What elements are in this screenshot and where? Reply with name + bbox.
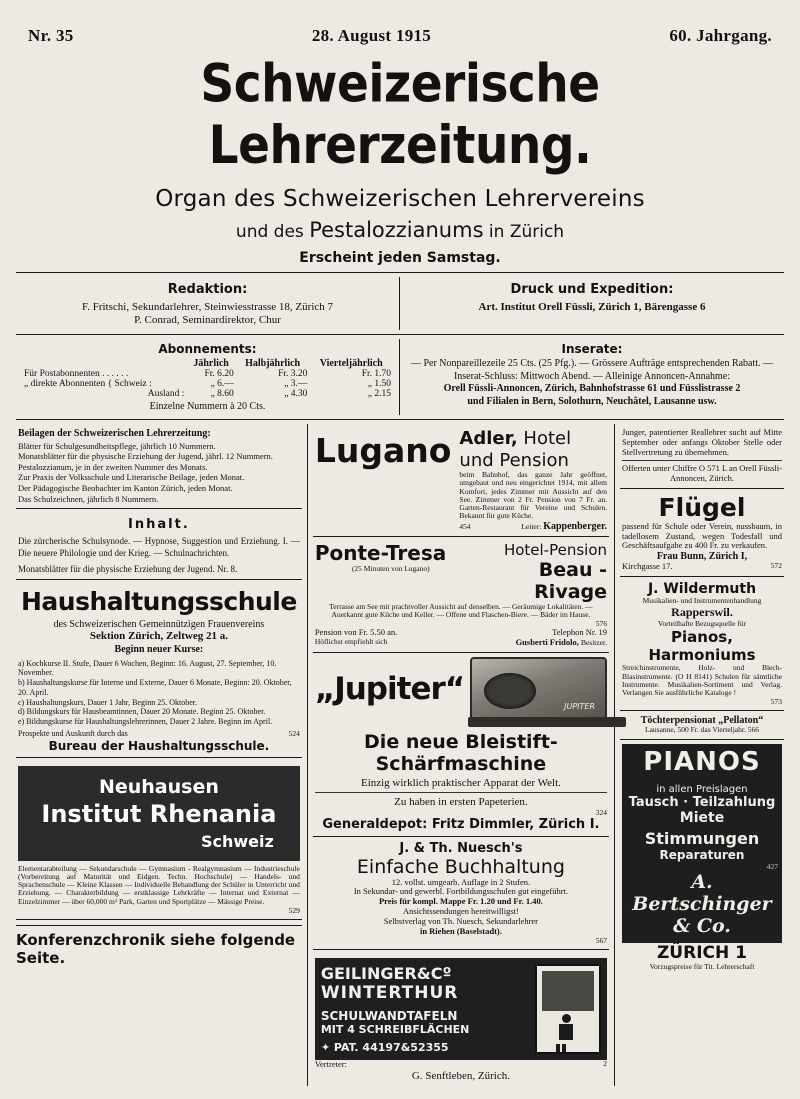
- konferenz-notice[interactable]: [16, 925, 302, 967]
- nuesch-line: Ansichtssendungen bereitwilligst!: [402, 906, 519, 917]
- issue-date: 28. August 1915: [311, 26, 432, 45]
- divider: [16, 272, 784, 273]
- ad-nuesch-buchhaltung[interactable]: [313, 837, 609, 951]
- rates-block: [16, 339, 784, 415]
- pupil-figure: [555, 1014, 577, 1048]
- ad-number: 524: [288, 728, 300, 738]
- ponte-owner: Gusberti Fridolo,: [515, 636, 579, 647]
- col-vierteljaehrlich: Vierteljährlich: [319, 358, 383, 369]
- content-columns: [16, 424, 784, 1086]
- jupiter-wordmark: „Jupiter“: [314, 670, 465, 707]
- beilagen-block: [16, 424, 302, 509]
- masthead-top: [16, 18, 784, 46]
- nuesch-line: Selbstverlag von Th. Nuesch, Sekundarlehrer: [383, 915, 539, 926]
- kurs-item: d) Bildungskurs für Hausbeamtinnen, Dauer 20 Monate. Beginn 25. Oktober.: [18, 707, 266, 717]
- beilagen-item: Pestalozzianum, je in der zweiten Nummer des Monats.: [18, 461, 208, 472]
- row-value: „ 1.50: [367, 379, 391, 389]
- redaktion-heading: Redaktion:: [167, 282, 248, 297]
- fluegel-address: Kirchgasse 17.: [622, 561, 673, 572]
- leiter-label: Leiter:: [521, 521, 542, 531]
- geilinger-vertreter: G. Senftleben, Zürich.: [411, 1070, 510, 1083]
- wildermuth-products: Pianos, Harmoniums: [648, 628, 756, 665]
- machine-label: JUPITER: [564, 701, 596, 711]
- column-right: [615, 424, 784, 1086]
- beilagen-item: Der Pädagogische Beobachter im Kanton Zürich, jeden Monat.: [18, 483, 233, 493]
- ad-number: 324: [595, 807, 608, 817]
- nuesch-line: In Sekundar- und gewerbl. Fortbildungsschulen gut eingeführt.: [353, 886, 569, 897]
- kurs-item: e) Bildungskurse für Haushaltungslehrerinnen, Dauer 2 Jahre. Beginn im April.: [18, 717, 273, 726]
- abonnements-heading: Abonnements:: [158, 342, 257, 356]
- wildermuth-body: Streichinstrumente, Holz- und Blech-Blasinstrumente. (O H 8141) Schulen für sämtliche Instrumente. Musikalien-Sortiment und Verlag. Verlangen Sie ausführliche Kataloge !: [622, 663, 782, 698]
- nuesch-line: in Riehen (Baselstadt).: [419, 925, 502, 936]
- ad-wildermuth[interactable]: [620, 577, 784, 712]
- divider: [16, 419, 784, 420]
- inserate-line: Inserat-Schluss: Mittwoch Abend. — Alleinige Annoncen-Annahme:: [453, 370, 731, 382]
- pencil-sharpener-illustration: [470, 657, 607, 721]
- ad-number: 2: [603, 1059, 608, 1069]
- issue-number: Nr. 35: [28, 26, 74, 45]
- rhenania-line1: Neuhausen: [98, 775, 219, 798]
- wildermuth-sub: Musikalien- und Instrumentenhandlung: [642, 595, 762, 605]
- inserate-block: [400, 339, 784, 415]
- kurse-heading: Beginn neuer Kurse:: [114, 644, 204, 656]
- subtitle-pre: und des: [235, 222, 310, 242]
- inserate-line: Orell Füssli-Annoncen, Zürich, Bahnhofstrasse 61 und Füsslistrasse 2: [443, 383, 741, 394]
- inserate-line: und Filialen in Bern, Solothurn, Neuchâtel, Lausanne usw.: [467, 395, 717, 407]
- ponte-title: Ponte-Tresa: [314, 540, 447, 565]
- ponte-owner-role: Besitzer.: [580, 637, 608, 647]
- haushalt-sub2: Sektion Zürich, Zeltweg 21 a.: [89, 630, 228, 643]
- inhalt-body: Die zürcherische Schulsynode. — Hypnose, Suggestion und Erziehung. I. — Die neuere Philologie und der Krieg. — Schulnachrichten.: [18, 536, 300, 558]
- bertschinger-note: Vorzugspreise für Tit. Lehrerschaft: [649, 961, 755, 971]
- wildermuth-note: Vorteilhafte Bezugsquelle für: [657, 619, 747, 629]
- nuesch-line: Preis für kompl. Mappe Fr. 1.20 und Fr. 1.40.: [378, 896, 543, 907]
- toechter-sub: [622, 726, 782, 734]
- column-left: [16, 424, 308, 1086]
- beilagen-item: Das Schulzeichnen, jährlich 8 Nummern.: [18, 493, 159, 504]
- rhenania-line3: Schweiz: [201, 831, 274, 851]
- prospekt-text: Prospekte und Auskunft durch das: [18, 728, 128, 738]
- rhenania-body: Elementarabteilung — Sekundarschule — Gymnasium - Realgymnasium — Industrieschule (Vorbereitung auf Maturität und Eidgen. Techn. Hochschule) — Handels- und Sprachenschule — Kleine Klassen — Individuelle Behandlung der Schüler in Unterricht und Erziehung. — Charakterbildung — erstklassige Lehrkräfte — Internat und Externat — Einzelzimmer — über 60,000 m² Park, Garten und Sportplätze — Mässige Preise.: [18, 863, 300, 906]
- abonnements-table: [22, 358, 393, 399]
- ad-number: 529: [288, 905, 300, 915]
- haushalt-title: Haushaltungsschule: [20, 587, 297, 617]
- table-row: [22, 389, 393, 399]
- geilinger-city: WINTERTHUR: [320, 983, 459, 1004]
- beilagen-heading: Beilagen der Schweizerischen Lehrerzeitung:: [18, 428, 211, 439]
- wildermuth-city: Rapperswil.: [671, 605, 733, 620]
- wildermuth-name: J. Wildermuth: [647, 580, 757, 597]
- redaktion-line: P. Conrad, Seminardirektor, Chur: [134, 314, 281, 326]
- druck-block: [400, 277, 784, 330]
- ad-jupiter[interactable]: [313, 653, 609, 837]
- beaurivage-kind: Hotel-Pension: [503, 540, 608, 559]
- ad-number: 576: [595, 619, 608, 629]
- table-row: [22, 379, 393, 389]
- col-jaehrlich: Jährlich: [193, 358, 229, 369]
- pianos-details: [622, 780, 782, 943]
- inserate-heading: Inserate:: [561, 342, 623, 356]
- jupiter-depot: Fritz Dimmler, Zürich I.: [431, 816, 600, 832]
- adler-body: beim Bahnhof, das ganze Jahr geöffnet, umgebaut und neu eingerichtet 1914, mit allem Komfort, jedes Zimmer mit Aussicht auf den See. Zimmer von 2 Fr. Pension von 7 Fr. an. Garten-Restaurant für Vereine und Schulen. Bekannt für gute Küche.: [459, 470, 608, 521]
- col-halbjaehrlich: Halbjährlich: [245, 358, 301, 369]
- adler-name: Adler,: [459, 428, 518, 449]
- ad-hotel-adler[interactable]: [313, 424, 609, 537]
- fluegel-body: passend für Schule oder Verein, nussbaum, in tadellosem Zustand, wegen Todesfall und Geschäftsaufgabe zu 400 Fr. zu verkaufen.: [622, 520, 782, 551]
- ad-toechterpensionat[interactable]: [620, 711, 784, 739]
- divider: [16, 334, 784, 335]
- beaurivage-name: Beau - Rivage: [534, 558, 608, 603]
- druck-heading: Druck und Expedition:: [510, 282, 674, 297]
- kurs-item: c) Haushaltungskurs, Dauer 1 Jahr, Beginn 25. Oktober.: [18, 697, 197, 707]
- subtitle-pestalozzianum: [16, 218, 784, 242]
- fluegel-title: Flügel: [658, 492, 746, 522]
- ad-institut-rhenania[interactable]: [16, 758, 302, 920]
- jupiter-availability: Zu haben in ersten Papeterien.: [394, 795, 528, 808]
- ad-beau-rivage[interactable]: [313, 537, 609, 653]
- subtitle-big: Pestalozzianums: [309, 218, 484, 242]
- ad-fluegel[interactable]: [620, 489, 784, 577]
- redaktion-block: [16, 277, 400, 330]
- kurs-item: b) Haushaltungskurse für Interne und Externe, Dauer 6 Monate, Beginn: 20. Oktober, 20. April.: [18, 678, 292, 697]
- geilinger-patent: ✦ PAT. 44197&52355: [320, 1041, 449, 1055]
- haushalt-sub1: des Schweizerischen Gemeinnützigen Frauenvereins: [53, 619, 265, 631]
- row-label: Für Postabonnenten . . . . . .: [24, 369, 129, 379]
- reallehrer-offerten: Offerten unter Chiffre O 571 L an Orell Füssli-Annoncen, Zürich.: [622, 463, 782, 484]
- redaktion-line: F. Fritschi, Sekundarlehrer, Steinwiesstrasse 18, Zürich 7: [81, 301, 334, 313]
- pianos-wordmark: PIANOS: [622, 744, 782, 780]
- subtitle-organ: Organ des Schweizerischen Lehrervereins: [155, 186, 645, 212]
- haushalt-kurse: [18, 644, 300, 738]
- haushalt-footer: Bureau der Haushaltungsschule.: [48, 738, 270, 753]
- ponte-telephone: Telephon Nr. 19: [552, 627, 608, 638]
- subtitle-post: in Zürich: [483, 222, 565, 242]
- beilagen-item: Blätter für Schulgesundheitspflege, jährlich 10 Nummern.: [18, 440, 216, 451]
- adler-kind: Hotel und Pension: [459, 428, 572, 471]
- geilinger-product: SCHULWANDTAFELN: [320, 1009, 458, 1024]
- kurs-item: a) Kochkurse II. Stufe, Dauer 6 Wochen, Beginn: 16. August, 27. September, 10. November.: [18, 658, 277, 678]
- rhenania-logo: [18, 766, 300, 861]
- bertschinger-name: A. Bertschinger & Co.: [632, 870, 772, 937]
- inhalt-body-2: Monatsblätter für die physische Erziehung der Jugend. Nr. 8.: [18, 563, 238, 574]
- adler-heading: [459, 428, 607, 471]
- ad-number: 567: [595, 936, 608, 946]
- konferenz-text: Konferenzchronik siehe folgende Seite.: [16, 930, 296, 967]
- abonnements-footer: Einzelne Nummern à 20 Cts.: [149, 400, 266, 412]
- ad-number: 427: [766, 861, 778, 871]
- ponte-note: (25 Minuten von Lugano): [351, 563, 430, 573]
- nuesch-line: 12. vollst. umgearb. Auflage in 2 Stufen.: [391, 876, 531, 887]
- volume-number: 60. Jahrgang.: [669, 26, 772, 45]
- ad-number: 573: [770, 697, 782, 707]
- toechter-title: Töchterpensionat „Pellaton“: [640, 715, 764, 727]
- row-value: „ 6.—: [210, 379, 234, 389]
- row-value: „ 2.15: [367, 389, 391, 399]
- row-value: Fr. 6.20: [204, 369, 234, 379]
- row-label: „ direkte Abonnenten { Schweiz :: [24, 379, 152, 389]
- row-value: „ 8.60: [210, 389, 234, 399]
- reallehrer-body: Junger, patentierter Reallehrer sucht auf Mitte September oder anfangs Oktober Stelle oder Stellvertretung zu übernehmen.: [622, 427, 782, 457]
- nuesch-author: J. & Th. Nuesch's: [399, 840, 523, 856]
- col-blank: [22, 358, 186, 369]
- jupiter-sub: Einzig wirklich praktischer Apparat der Welt.: [360, 776, 561, 789]
- row-value: Fr. 3.20: [278, 369, 308, 379]
- leiter-name: Kappenberger.: [543, 520, 608, 532]
- pianos-line3: Miete: [679, 809, 725, 826]
- row-label: Ausland :: [147, 389, 185, 399]
- table-row: [22, 369, 393, 379]
- lugano-wordmark: Lugano: [314, 431, 452, 470]
- ponte-hoeflich: Höflichst empfiehlt sich: [314, 636, 388, 646]
- table-header-row: [22, 358, 393, 369]
- pianos-line4: Stimmungen: [644, 828, 760, 848]
- geilinger-feature: MIT 4 SCHREIBFLÄCHEN: [320, 1023, 470, 1037]
- ad-reallehrer[interactable]: [620, 424, 784, 489]
- fluegel-contact: Frau Bunn, Zürich I,: [656, 551, 748, 563]
- ponte-pension: Pension von Fr. 5.50 an.: [314, 627, 398, 638]
- rhenania-line2: Institut Rhenania: [41, 799, 277, 828]
- imprint-block: [16, 277, 784, 330]
- row-value: Fr. 1.70: [361, 369, 391, 379]
- pianos-line1: in allen Preislagen: [656, 783, 748, 795]
- row-value: „ 4.30: [284, 389, 308, 399]
- page-title: Schweizerische Lehrerzeitung.: [200, 53, 600, 177]
- inhalt-heading: Inhalt.: [128, 517, 190, 533]
- inserate-line: — Per Nonpareillezeile 25 Cts. (25 Pfg.). — Grössere Aufträge entsprechenden Rabatt. —: [410, 358, 774, 369]
- druck-line: Art. Institut Orell Füssli, Zürich 1, Bärengasse 6: [478, 301, 706, 313]
- geilinger-company: GEILINGER&Cº: [320, 964, 452, 984]
- jupiter-headline: Die neue Bleistift-Schärfmaschine: [364, 730, 558, 775]
- abonnements-block: [16, 339, 400, 415]
- bertschinger-city: ZÜRICH 1: [656, 942, 747, 963]
- blackboard-illustration: [535, 964, 601, 1054]
- column-middle: [308, 424, 615, 1086]
- nuesch-title: Einfache Buchhaltung: [356, 855, 565, 878]
- pianos-line5: Reparaturen: [659, 847, 745, 862]
- beilagen-item: Monatsblätter für die physische Erziehung der Jugend, jährl. 12 Nummern.: [18, 451, 273, 462]
- toechter-sub-text: Lausanne, 500 Fr. das Vierteljahr.: [645, 725, 746, 735]
- ad-number: 566: [747, 725, 759, 735]
- geilinger-vertreter-label: Vertreter:: [314, 1059, 347, 1070]
- jupiter-depot-label: Generaldepot:: [322, 816, 428, 832]
- ponte-body: Terrasse am See mit prachtvoller Aussicht auf denselben. — Geräumige Lokalitäten. — Auerkannt gute Küche und Keller. — Offene und Flaschen-Biere. — Bäder im Hause.: [329, 601, 593, 619]
- ad-bertschinger-pianos[interactable]: [620, 740, 784, 975]
- ad-number: 572: [770, 561, 782, 571]
- ad-geilinger[interactable]: [313, 950, 609, 1086]
- row-value: „ 3.—: [284, 379, 308, 389]
- ad-haushaltungsschule[interactable]: [16, 580, 302, 757]
- ad-number: 454: [459, 521, 471, 531]
- beilagen-item: Zur Praxis der Volksschule und Literarische Beilage, jeden Monat.: [18, 472, 245, 483]
- inhalt-block: [16, 509, 302, 580]
- publication-frequency: Erscheint jeden Samstag.: [299, 250, 501, 266]
- pianos-line2: Tausch · Teilzahlung: [628, 794, 776, 810]
